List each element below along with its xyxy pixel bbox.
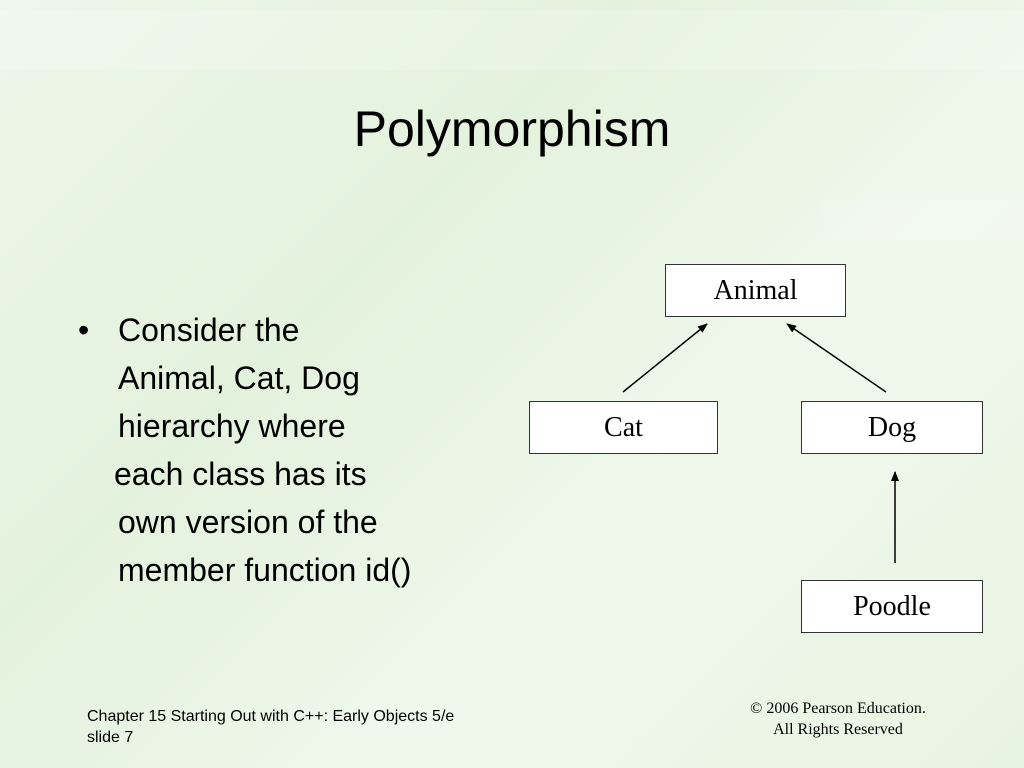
- poodle-node: Poodle: [801, 580, 983, 633]
- cat-node: Cat: [529, 401, 718, 454]
- footer-slide-number: slide 7: [87, 729, 134, 746]
- cat-to-animal-arrow: [623, 324, 707, 392]
- footer-chapter-line: Chapter 15 Starting Out with C++: Early Objects 5/e: [87, 708, 455, 725]
- animal-node: Animal: [665, 264, 846, 317]
- footer-copyright: [728, 698, 948, 740]
- footer-rights-line: All Rights Reserved: [773, 721, 903, 738]
- dog-to-animal-arrow: [787, 324, 886, 392]
- slide-title: Polymorphism: [353, 101, 671, 157]
- bullet-line: hierarchy where: [118, 408, 346, 444]
- bullet-marker: •: [78, 312, 90, 348]
- bullet-line: own version of the: [118, 504, 378, 540]
- bullet-line: Consider the: [118, 312, 300, 348]
- dog-node: Dog: [801, 401, 983, 454]
- footer-chapter: [87, 706, 454, 748]
- bullet-line: Animal, Cat, Dog: [118, 360, 360, 396]
- footer-copyright-line: © 2006 Pearson Education.: [750, 700, 926, 717]
- bullet-line: each class has its: [114, 456, 367, 492]
- bullet-line: member function id(): [118, 552, 412, 588]
